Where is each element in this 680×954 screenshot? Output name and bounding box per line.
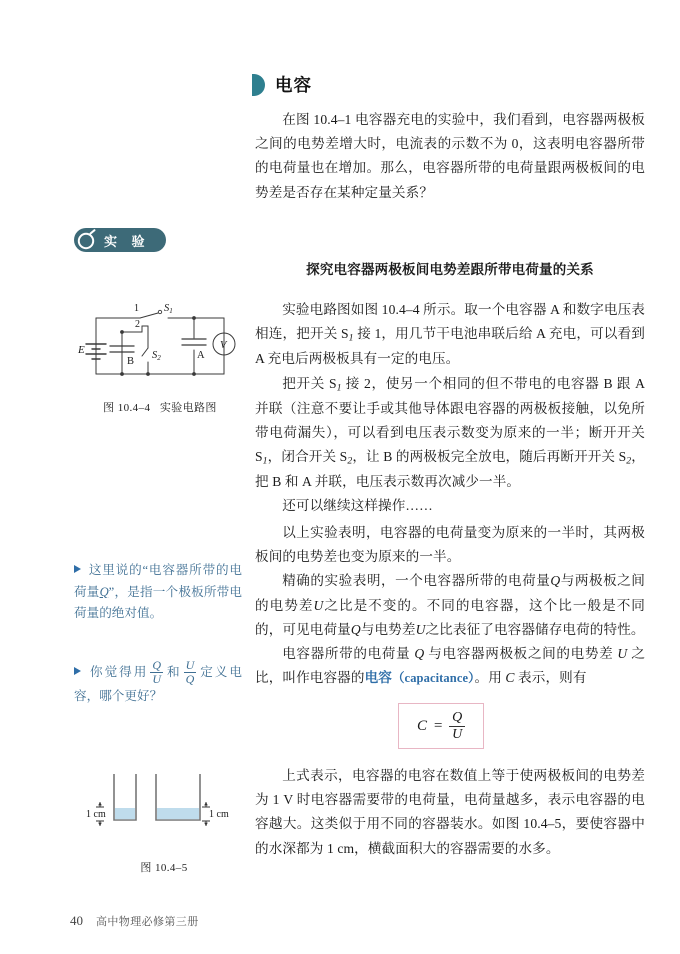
theory-p2-U2: U (415, 621, 426, 637)
theory-p3-a: 电容器所带的电荷量 (282, 645, 415, 661)
theory-p2-Q2: Q (350, 621, 361, 637)
intro-paragraph: 在图 10.4–1 电容器充电的实验中，我们看到，电容器两极板之间的电势差增大时，电流表的示数不为 0，这表明电容器所带的电荷量也在增加。那么，电容器所带的电荷量跟两极板间的电势差是否存在某种定量关系？ (255, 112, 645, 200)
margin-note-2-text-a: 你觉得用 (88, 664, 149, 679)
water-containers-svg (78, 770, 250, 850)
formula-numerator: Q (452, 710, 463, 725)
exp-p2-sub3: 2 (347, 455, 353, 467)
closing-paragraph: 上式表示，电容器的电容在数值上等于使两极板间的电势差为 1 V 时电容器需要带的电荷量，电荷量越多，表示电容器的电容越大。这类似于用不同的容器装水。如图 10.4–5，要使容器中的水深都为 1 cm，横截面积大的容器需要的水多。 (255, 768, 645, 856)
key-term-capacitance: 电容 (364, 670, 392, 686)
water-level-wide (157, 808, 199, 819)
intro-paragraph-block (255, 108, 645, 205)
capacitance-formula (417, 710, 465, 742)
experiment-badge (74, 227, 166, 253)
triangle-bullet-icon (74, 667, 81, 675)
exp-p2-sub4: 2 (626, 455, 632, 467)
theory-p3-b: 与电容器两极板之间的电势差 (424, 645, 618, 661)
section-heading (252, 72, 312, 97)
formula-denominator: U (449, 726, 465, 743)
theory-p3-e: 表示，则有 (514, 670, 587, 686)
experiment-body (255, 298, 645, 519)
theory-p3-c: 之比，叫作电容器的 (255, 645, 645, 686)
water-label-left: 1 cm (86, 809, 106, 820)
water-level-narrow (115, 808, 135, 819)
frac1-num: Q (152, 658, 161, 672)
margin-note-2-text-c: 定义电容，哪个更好？ (74, 664, 243, 704)
circuit-diagram-svg (72, 296, 248, 392)
frac1-den: U (152, 671, 161, 686)
formula-lhs: C (417, 717, 428, 734)
circuit-label-S1: S1 (164, 303, 173, 315)
frac2-den: Q (185, 671, 195, 686)
experiment-paragraph-3: 还可以继续这样操作…… (282, 498, 433, 514)
theory-p3-C: C (505, 670, 515, 686)
experiment-paragraph-2 (255, 372, 645, 495)
margin-note-1-text-b: ”，是指一个极板所带电荷量的绝对值。 (74, 584, 243, 621)
experiment-badge-label: 实 验 (74, 228, 166, 252)
theory-p3-d: 。用 (474, 670, 506, 686)
experiment-paragraph-1 (255, 298, 645, 372)
closing-body (255, 764, 645, 861)
margin-note-1-Q: Q (99, 584, 109, 599)
theory-p3-U: U (617, 645, 628, 661)
exp-p1-a: 实验电路图如图 10.4–4 所示。取一个电容器 A 和数字电压表相连，把开关 S (255, 302, 645, 342)
water-figure-caption: 图 10.4–5 (140, 862, 188, 874)
exp-p1-sub: 1 (348, 332, 354, 344)
theory-paragraph-1: 以上实验表明，电容器的电荷量变为原来的一半时，其两极板间的电势差也变为原来的一半。 (255, 525, 645, 565)
circuit-caption-number: 图 10.4–4 (103, 402, 151, 414)
theory-p2-b: 与两极板之间的电势差 (255, 573, 645, 613)
exp-p2-a: 把开关 S (282, 375, 337, 391)
page-footer (70, 913, 199, 929)
margin-note-1 (74, 560, 242, 625)
theory-p2-d: 与电势差 (360, 621, 416, 637)
theory-body (255, 521, 645, 690)
margin-note-2-fraction-1 (150, 659, 163, 685)
experiment-title: 探究电容器两极板间电势差跟所带电荷量的关系 (306, 262, 594, 278)
exp-p1-b: 接 1，用几节干电池串联后给 A 充电，可以看到 A 充电后两极板具有一定的电压。 (255, 326, 645, 367)
key-term-capacitance-en: （capacitance） (391, 671, 475, 686)
exp-p2-e: ，把 B 和 A 并联，电压表示数再次减少一半。 (255, 449, 645, 490)
frac2-num: U (185, 658, 195, 672)
footer-book-title: 高中物理必修第三册 (96, 915, 199, 928)
exp-p2-b: 接 2，使另一个相同的但不带电的电容器 B 跟 A 并联（注意不要让手或其他导体跟电容器的两极板接触，以免所带电荷漏失），可以看到电压表示数变为原来的一半；断开开关 S (255, 375, 645, 465)
theory-p2-U1: U (313, 597, 324, 613)
section-marker-icon (252, 74, 265, 96)
circuit-label-B: B (127, 356, 135, 367)
circuit-label-E: E (78, 344, 85, 356)
circuit-label-V: V (220, 340, 227, 351)
theory-p3-Q: Q (414, 645, 425, 661)
theory-p2-Q1: Q (550, 573, 561, 589)
exp-p2-sub1: 1 (336, 382, 342, 394)
margin-note-2 (74, 660, 242, 708)
margin-note-1-text-a: 这里说的“电容器所带的电荷量 (74, 563, 242, 599)
theory-paragraph-2 (255, 569, 645, 642)
circuit-label-1: 1 (134, 303, 139, 314)
figure-water-containers (78, 770, 250, 875)
footer-page-number: 40 (70, 913, 83, 928)
circuit-label-A: A (197, 350, 205, 361)
theory-paragraph-3 (255, 642, 645, 690)
theory-p2-a: 精确的实验表明，一个电容器所带的电荷量 (282, 573, 551, 589)
triangle-bullet-icon (74, 565, 81, 573)
exp-p2-sub2: 1 (262, 455, 268, 467)
exp-p2-d: ，让 B 的两极板完全放电，随后再断开开关 S (352, 449, 627, 465)
formula-fraction (449, 710, 465, 742)
circuit-caption-text: 实验电路图 (159, 402, 217, 414)
circuit-figure-caption (72, 399, 248, 415)
magnifier-icon (74, 227, 100, 253)
formula-equals: = (433, 717, 444, 734)
margin-note-2-fraction-2 (184, 659, 197, 685)
theory-p2-e: 之比表征了电容器储存电荷的特性。 (425, 621, 645, 637)
margin-note-2-text-b: 和 (165, 664, 182, 679)
circuit-label-S2: S2 (152, 350, 161, 362)
page-title: 电容 (275, 76, 312, 96)
exp-p2-c: ，闭合开关 S (267, 449, 348, 465)
circuit-label-2: 2 (135, 319, 140, 330)
theory-p2-c: 之比是不变的。不同的电容器，这个比一般是不同的，可见电荷量 (255, 597, 646, 637)
figure-circuit-diagram (72, 296, 248, 415)
formula-box (398, 703, 484, 749)
water-label-right: 1 cm (209, 809, 229, 820)
